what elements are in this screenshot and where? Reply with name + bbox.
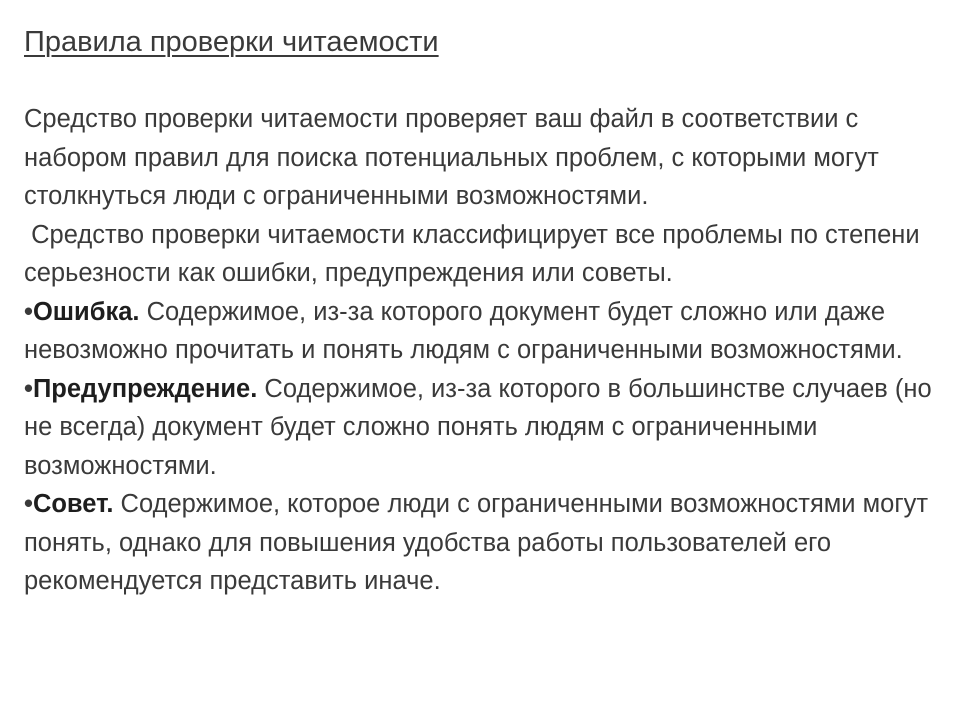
slide <box>24 22 944 601</box>
bullet-term-warning: Предупреждение. <box>32 374 258 403</box>
slide-body <box>24 100 944 601</box>
bullet-error <box>24 293 944 370</box>
intro-paragraph: Средство проверки читаемости проверяет ваш файл в соответствии с набором правил для поиска потенциальных проблем, с которыми могут столкнуться люди с ограниченными возможностями. <box>24 105 879 210</box>
bullet-marker: • <box>24 297 33 326</box>
classification-paragraph: Средство проверки читаемости классифицирует все проблемы по степени серьезности как ошибки, предупреждения или советы. <box>24 220 927 287</box>
bullet-term-error: Ошибка. <box>32 297 140 326</box>
bullet-text-error: Содержимое, из-за которого документ будет сложно или даже невозможно прочитать и понять людям с ограниченными возможностями. <box>24 297 903 364</box>
bullet-warning <box>24 370 944 486</box>
bullet-marker: • <box>24 490 33 518</box>
bullet-term-tip: Совет. <box>32 490 114 518</box>
bullet-text-warning: Содержимое, из-за которого в большинстве случаев (но не всегда) документ будет сложно понять людям с ограниченными возможностями. <box>24 374 932 480</box>
bullet-text-tip: Содержимое, которое люди с ограниченными возможностями могут понять, однако для повышения удобства работы пользователей его рекомендуется представить иначе. <box>24 490 929 595</box>
bullet-tip <box>24 485 944 601</box>
bullet-marker: • <box>24 374 33 403</box>
slide-title: Правила проверки читаемости <box>24 26 439 58</box>
